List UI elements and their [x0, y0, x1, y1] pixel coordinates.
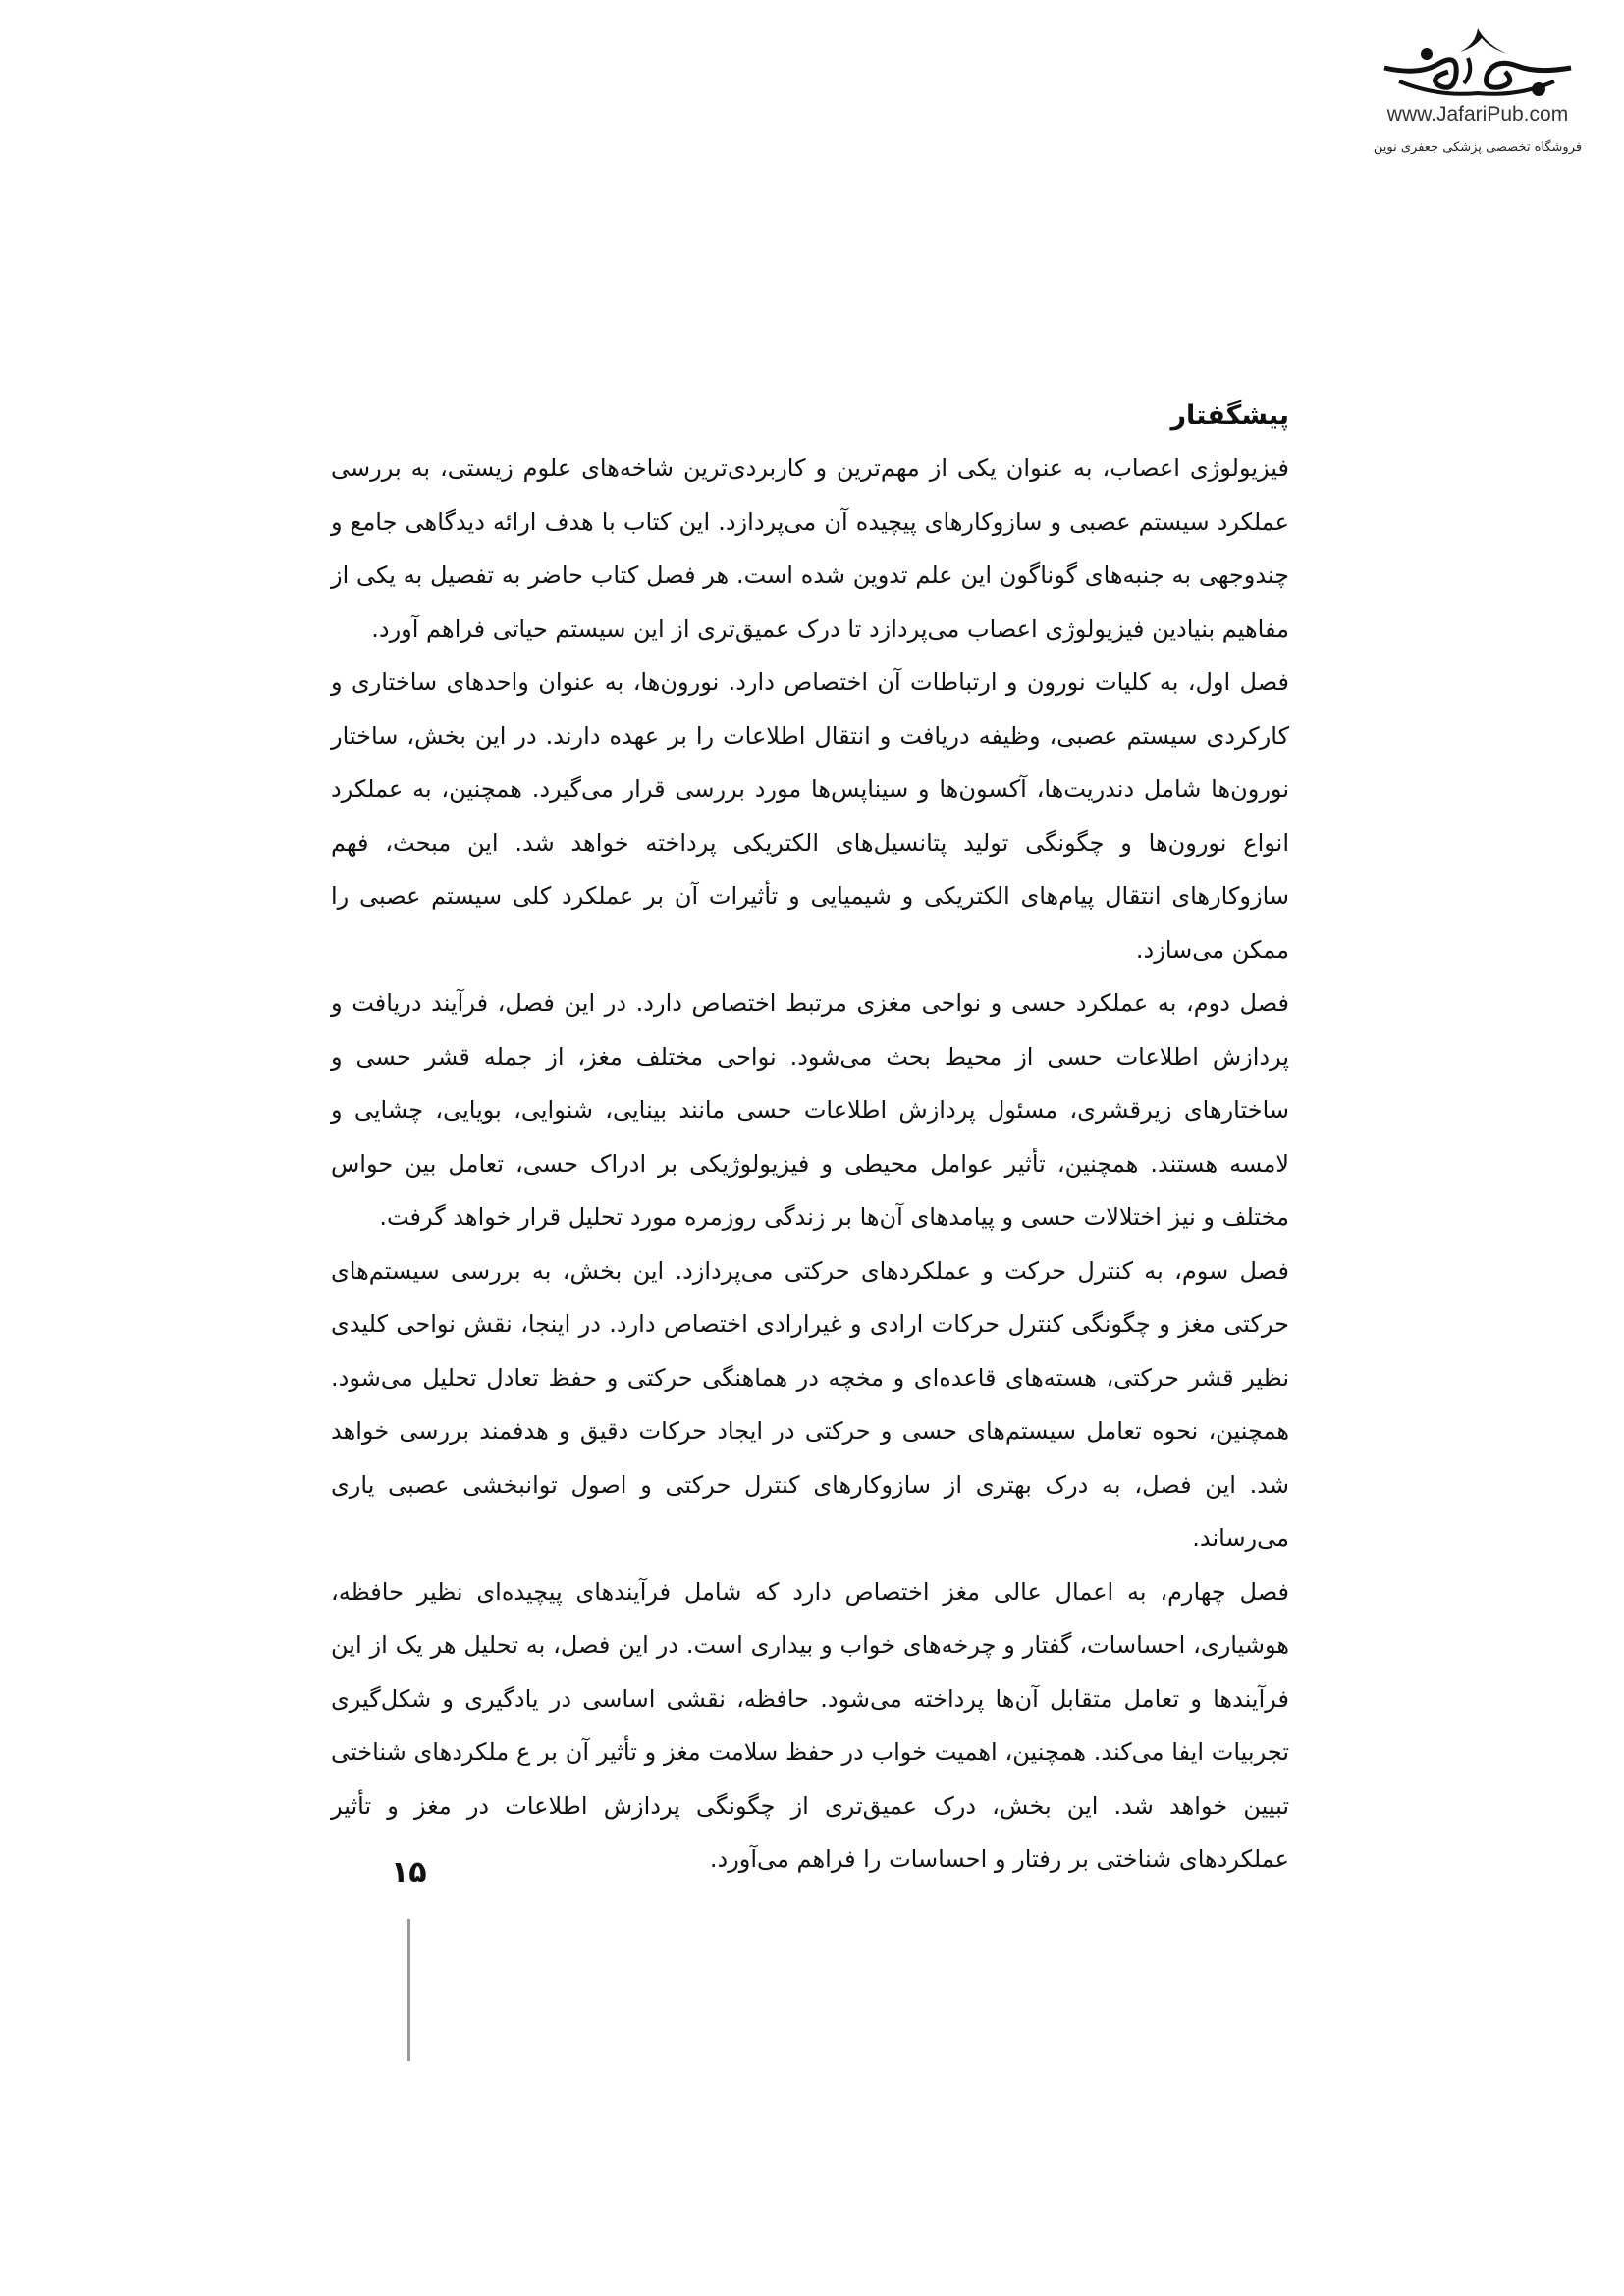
- publisher-logo: [1355, 25, 1600, 155]
- page-margin-rule: [407, 1919, 410, 2061]
- paragraph-chapter-2: فصل دوم، به عملکرد حسی و نواحی مغزی مرتبط اختصاص دارد. در این فصل، فرآیند دریافت و پردازش اطلاعات حسی از محیط بحث می‌شود. نواحی مختلف مغز، از جمله قشر حسی و ساختارهای زیرقشری، مسئول پردازش اطلاعات حسی مانند بینایی، شنوایی، بویایی، چشایی و لامسه هستند. همچنین، تأثیر عوامل محیطی و فیزیولوژیکی بر ادراک حسی، تعامل بین حواس مختلف و نیز اختلالات حسی و پیامدهای آن‌ها بر زندگی روزمره مورد تحلیل قرار خواهد گرفت.: [331, 989, 1289, 1231]
- paragraph-chapter-3: فصل سوم، به کنترل حرکت و عملکردهای حرکتی می‌پردازد. این بخش، به بررسی سیستم‌های حرکتی مغز و چگونگی کنترل حرکات ارادی و غیرارادی اختصاص دارد. در اینجا، نقش نواحی کلیدی نظیر قشر حرکتی، هسته‌های قاعده‌ای و مخچه در هماهنگی حرکتی و حفظ تعادل تحلیل می‌شود. همچنین، نحوه تعامل سیستم‌های حسی و حرکتی در ایجاد حرکات دقیق و هدفمند بررسی خواهد شد. این فصل، به درک بهتری از سازوکارهای کنترل حرکتی و اصول توانبخشی عصبی یاری می‌رساند.: [331, 1256, 1289, 1552]
- calligraphy-logo-icon: [1380, 25, 1576, 101]
- paragraph-intro: فیزیولوژی اعصاب، به عنوان یکی از مهم‌ترین و کاربردی‌ترین شاخه‌های علوم زیستی، به بررسی عملکرد سیستم عصبی و سازوکارهای پیچیده آن می‌پردازد. این کتاب با هدف ارائه دیدگاهی جامع و چندوجهی به جنبه‌های گوناگون این علم تدوین شده است. هر فصل کتاب حاضر به تفصیل به یکی از مفاهیم بنیادین فیزیولوژی اعصاب می‌پردازد تا درک عمیق‌تری از این سیستم حیاتی فراهم آورد.: [331, 454, 1289, 643]
- publisher-url: www.JafariPub.com: [1386, 103, 1569, 126]
- publisher-subtitle: فروشگاه تخصصی پزشکی جعفری نوین: [1373, 140, 1583, 155]
- paragraph-chapter-4: فصل چهارم، به اعمال عالی مغز اختصاص دارد که شامل فرآیندهای پیچیده‌ای نظیر حافظه، هوشیاری، احساسات، گفتار و چرخه‌های خواب و بیداری است. در این فصل، به تحلیل هر یک از این فرآیندها و تعامل متقابل آن‌ها پرداخته می‌شود. حافظه، نقشی اساسی در یادگیری و شکل‌گیری تجربیات ایفا می‌کند. همچنین، اهمیت خواب در حفظ سلامت مغز و تأثیر آن بر ع ملکردهای شناختی تبیین خواهد شد. این بخش، درک عمیق‌تری از چگونگی پردازش اطلاعات در مغز و تأثیر عملکردهای شناختی بر رفتار و احساسات را فراهم می‌آورد.: [331, 1577, 1289, 1873]
- paragraph-chapter-1: فصل اول، به کلیات نورون و ارتباطات آن اختصاص دارد. نورون‌ها، به عنوان واحدهای ساختاری و کارکردی سیستم عصبی، وظیفه دریافت و انتقال اطلاعات را بر عهده دارند. در این بخش، ساختار نورون‌ها شامل دندریت‌ها، آکسون‌ها و سیناپس‌ها مورد بررسی قرار می‌گیرد. همچنین، به عملکرد انواع نورون‌ها و چگونگی تولید پتانسیل‌های الکتریکی پرداخته خواهد شد. این مبحث، فهم سازوکارهای انتقال پیام‌های الکتریکی و شیمیایی و تأثیرات آن بر عملکرد کلی سیستم عصبی را ممکن می‌سازد.: [331, 668, 1289, 964]
- page-number: ۱۵: [391, 1855, 427, 1890]
- page-title: پیشگفتار: [1170, 400, 1289, 431]
- document-body: [331, 391, 1289, 1887]
